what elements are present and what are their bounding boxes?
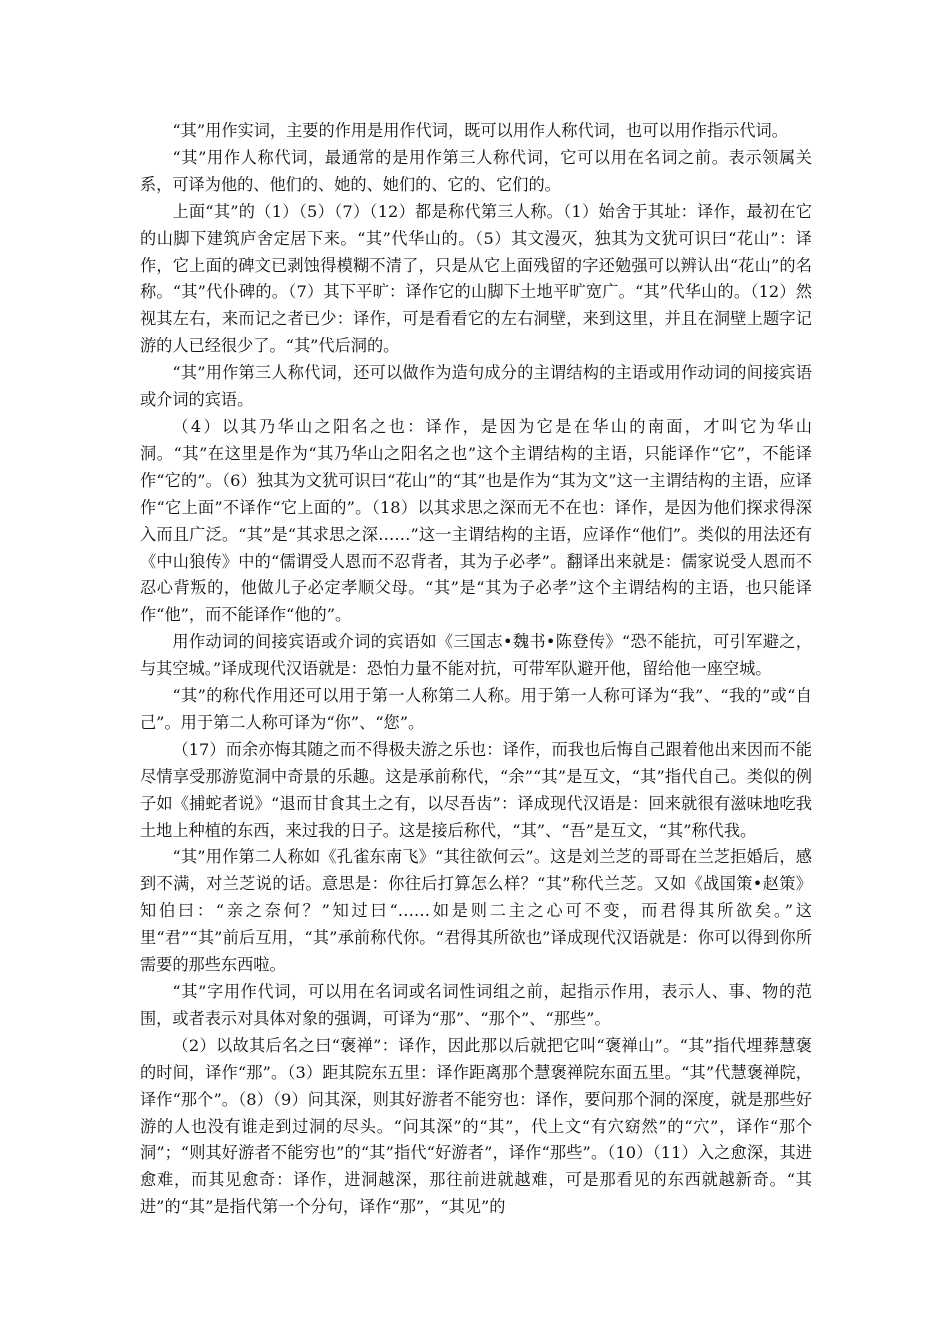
paragraph-7: “其”的称代作用还可以用于第一人称第二人称。用于第一人称可译为“我”、“我的”或“自己”。用于第二人称可译为“你”、“您”。: [140, 686, 812, 732]
paragraph-5: （4）以其乃华山之阳名之也：译作，是因为它是在华山的南面，才叫它为华山洞。“其”在这里是作为“其乃华山之阳名之也”这个主谓结构的主语，只能译作“它”，不能译作“它的”。（6）独其为文犹可识曰“花山”的“其”也是作为“其为文”这一主谓结构的主语，应译作“它上面”不译作“它上面的”。（18）以其求思之深而无不在也：译作，是因为他们探求得深入而且广泛。“其”是“其求思之深……”这一主谓结构的主语，应译作“他们”。类似的用法还有《中山狼传》中的“儒谓受人恩而不忍背者，其为子必孝”。翻译出来就是：儒家说受人恩而不忍心背叛的，他做儿子必定孝顺父母。“其”是“其为子必孝”这个主谓结构的主语，也只能译作“他”，而不能译作“他的”。: [140, 416, 812, 625]
paragraph-8: （17）而余亦悔其随之而不得极夫游之乐也：译作，而我也后悔自己跟着他出来因而不能尽情享受那游览洞中奇景的乐趣。这是承前称代，“余”“其”是互文，“其”指代自己。类似的例子如《捕蛇者说》“退而甘食其土之有，以尽吾齿”：译成现代汉语是：回来就很有滋味地吃我土地上种植的东西，来过我的日子。这是接后称代，“其”、“吾”是互文，“其”称代我。: [140, 739, 812, 840]
paragraph-2: “其”用作人称代词，最通常的是用作第三人称代词，它可以用在名词之前。表示领属关系，可译为他的、他们的、她的、她们的、它的、它们的。: [140, 147, 812, 194]
paragraph-1: “其”用作实词，主要的作用是用作代词，既可以用作人称代词，也可以用作指示代词。: [172, 121, 788, 140]
paragraph-10: “其”字用作代词，可以用在名词或名词性词组之前，起指示作用，表示人、事、物的范围，或者表示对具体对象的强调，可译为“那”、“那个”、“那些”。: [140, 982, 812, 1028]
paragraph-11: （2）以故其后名之曰“褒禅”：译作，因此那以后就把它叫“褒禅山”。“其”指代埋葬慧褒的时间，译作“那”。（3）距其院东五里：译作距离那个慧褒禅院东面五里。“其”代慧褒禅院，译作“那个”。（8）（9）问其深，则其好游者不能穷也：译作，要问那个洞的深度，就是那些好游的人也没有谁走到过洞的尽头。“问其深”的“其”，代上文“有穴窈然”的“穴”，译作“那个洞”；“则其好游者不能穷也”的“其”指代“好游者”，译作“那些”。（10）（11）入之愈深，其进愈难，而其见愈奇：译作，进洞越深，那往前进就越难，可是那看见的东西就越新奇。“其进”的“其”是指代第一个分句，译作“那”，“其见”的: [140, 1035, 812, 1217]
document-body: [140, 118, 812, 1221]
paragraph-4: “其”用作第三人称代词，还可以做作为造句成分的主谓结构的主语或用作动词的间接宾语或介词的宾语。: [140, 363, 812, 410]
paragraph-9: “其”用作第二人称如《孔雀东南飞》“其往欲何云”。这是刘兰芝的哥哥在兰芝拒婚后，感到不满，对兰芝说的话。意思是：你往后打算怎么样？“其”称代兰芝。又如《战国策•赵策》知伯曰：“亲之奈何？”知过曰“……如是则二主之心可不变，而君得其所欲矣。”这里“君”“其”前后互用，“其”承前称代你。“君得其所欲也”译成现代汉语就是：你可以得到你所需要的那些东西啦。: [140, 847, 812, 975]
paragraph-6: 用作动词的间接宾语或介词的宾语如《三国志•魏书•陈登传》“恐不能抗，可引军避之，与其空城。”译成现代汉语就是：恐怕力量不能对抗，可带军队避开他，留给他一座空城。: [140, 632, 812, 679]
paragraph-3: 上面“其”的（1）（5）（7）（12）都是称代第三人称。（1）始舍于其址：译作，最初在它的山脚下建筑庐舍定居下来。“其”代华山的。（5）其文漫灭，独其为文犹可识曰“花山”：译作，它上面的碑文已剥蚀得模糊不清了，只是从它上面残留的字还勉强可以辨认出“花山”的名称。“其”代仆碑的。（7）其下平旷：译作它的山脚下土地平旷宽广。“其”代华山的。（12）然视其左右，来而记之者已少：译作，可是看看它的左右洞壁，来到这里，并且在洞壁上题字记游的人已经很少了。“其”代后洞的。: [140, 201, 812, 356]
